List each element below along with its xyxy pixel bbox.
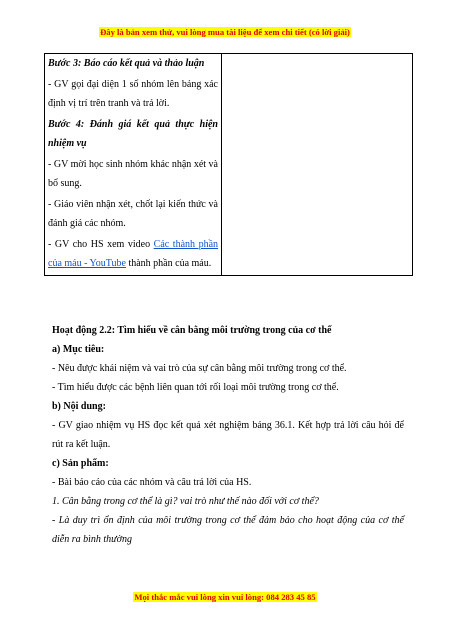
contact-banner (0, 592, 450, 602)
product-text: - Bài báo cáo của các nhóm và câu trả lời của HS. (52, 477, 252, 488)
goal-heading: a) Mục tiêu: (52, 344, 105, 355)
youtube-video-link[interactable]: Các thành phần của máu - YouTube (48, 239, 219, 269)
goal-item: - Tìm hiểu được các bệnh liên quan tới rối loại môi trường trong cơ thể. (52, 382, 339, 393)
table-row (45, 54, 413, 276)
step3-text: - GV gọi đại diện 1 số nhóm lên bảng xác định vị trí trên tranh và trả lời. (48, 79, 218, 109)
video-prefix: - GV cho HS xem video (48, 239, 154, 250)
step4-item: - Giáo viên nhận xét, chốt lại kiến thức và đánh giá các nhóm. (48, 199, 218, 229)
preview-banner (0, 27, 450, 37)
goal-item: - Nêu được khái niệm và vai trò của sự cân bằng môi trường trong cơ thể. (52, 363, 347, 374)
step3-title: Bước 3: Báo cáo kết quả và thảo luận (48, 58, 205, 69)
content-text: - GV giao nhiệm vụ HS đọc kết quả xét nghiệm bảng 36.1. Kết hợp trả lời câu hỏi để rút ra kết luận. (52, 420, 404, 450)
student-column (222, 54, 413, 276)
preview-banner-text: Đây là bản xem thử, vui lòng mua tài liệu để xem chi tiết (có lời giải) (100, 27, 350, 37)
contact-banner-text: Mọi thắc mắc vui lòng xin vui lòng: 084 283 45 85 (134, 592, 316, 602)
activity-title: Hoạt động 2.2: Tìm hiểu về cân bằng môi trường trong của cơ thể (52, 325, 332, 336)
video-suffix: thành phần của máu. (125, 258, 212, 269)
video-paragraph (48, 235, 218, 273)
step4-title: Bước 4: Đánh giá kết quả thực hiện nhiệm vụ (48, 119, 218, 149)
activity-table (44, 53, 413, 276)
teacher-column (45, 54, 222, 276)
step4-item: - GV mời học sinh nhóm khác nhận xét và bổ sung. (48, 159, 218, 189)
question-1: 1. Cân bằng trong cơ thể là gì? vai trò như thế nào đối với cơ thể? (52, 496, 319, 507)
product-heading: c) Sản phẩm: (52, 458, 109, 469)
content-heading: b) Nội dung: (52, 401, 106, 412)
activity-section (52, 321, 404, 549)
answer-1: - Là duy trì ổn định của môi trường trong cơ thể đảm bảo cho hoạt động của cơ thể diễn ra bình thường (52, 515, 404, 545)
